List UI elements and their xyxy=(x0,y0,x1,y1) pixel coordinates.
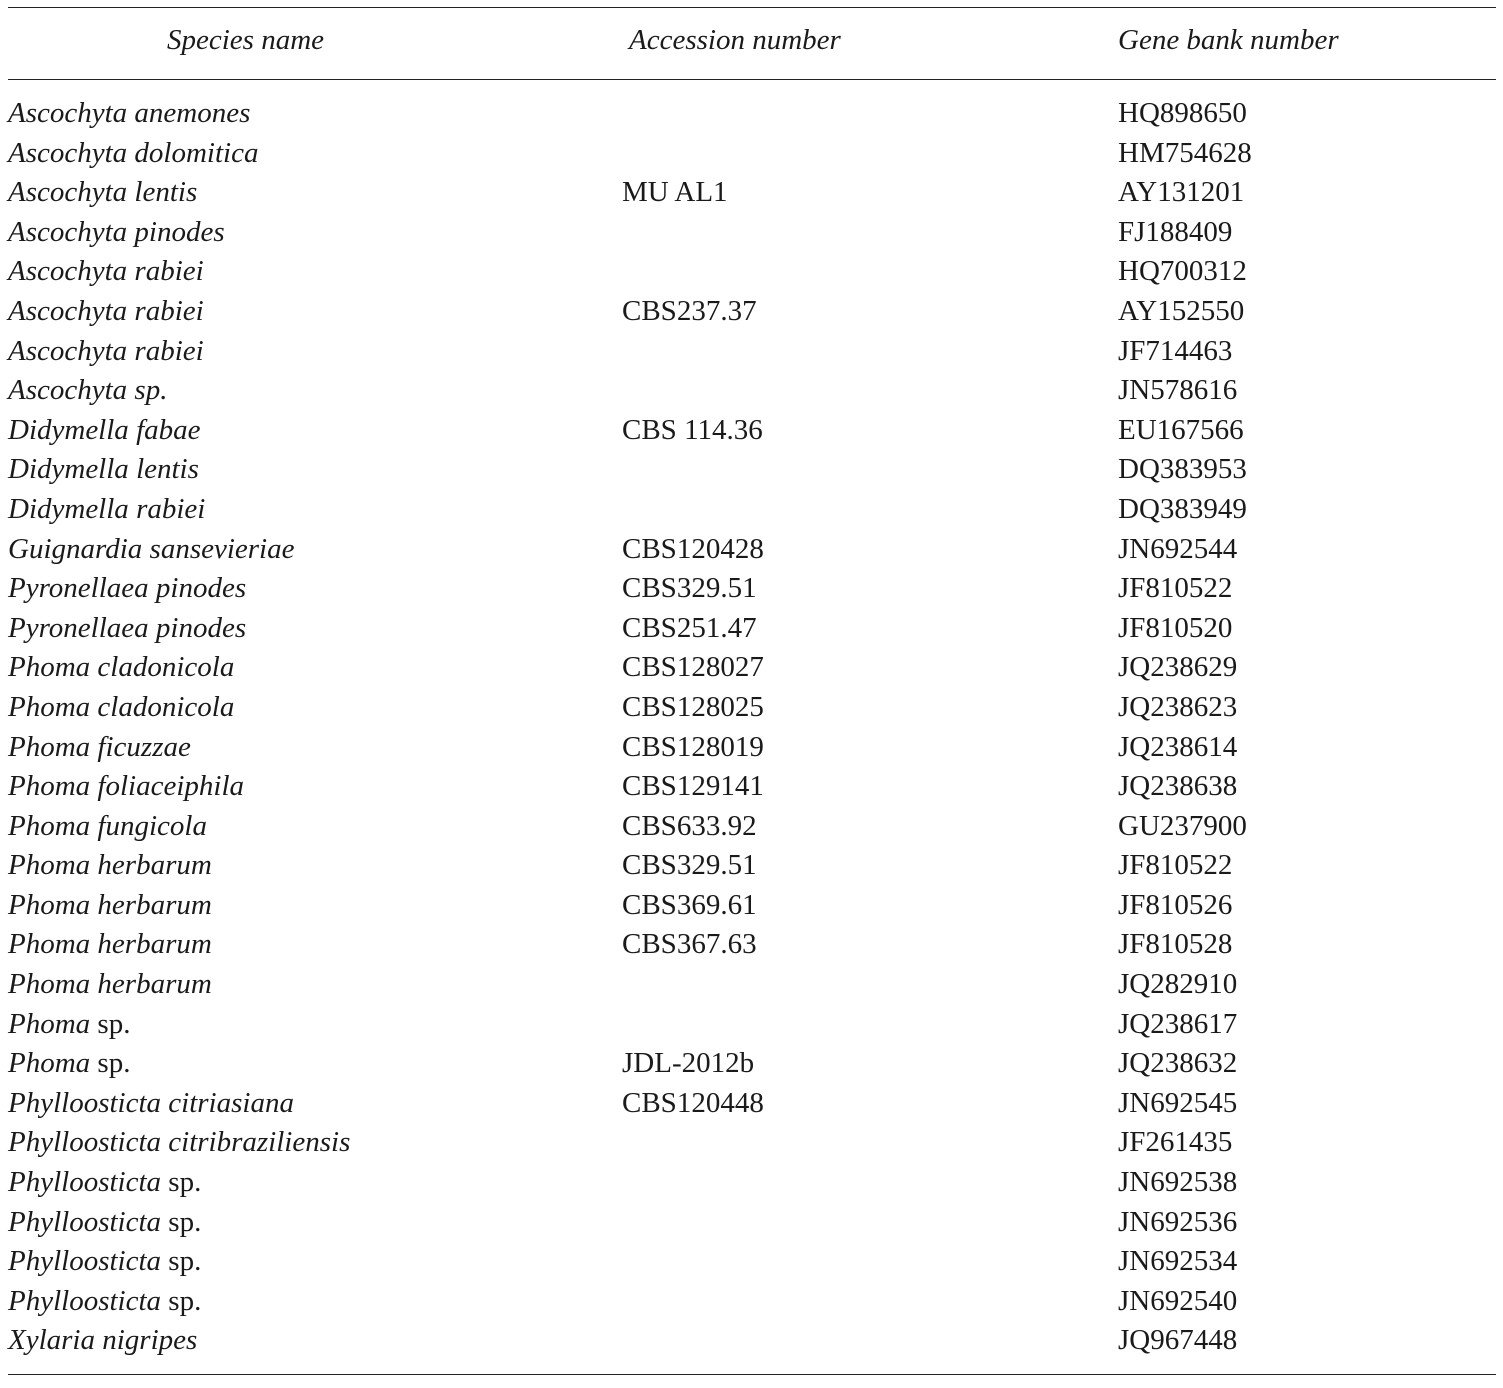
species-name-cell xyxy=(8,255,204,288)
header-accession-number: Accession number xyxy=(629,24,841,56)
table-row xyxy=(8,491,1496,531)
gene-bank-number-cell: JN692540 xyxy=(1118,1284,1238,1317)
species-name-cell xyxy=(8,1166,201,1199)
accession-number-cell: CBS128025 xyxy=(622,690,764,723)
gene-bank-number-cell: JN692545 xyxy=(1118,1086,1238,1119)
genus-text: Phoma xyxy=(8,809,91,842)
accession-number-cell: CBS128027 xyxy=(622,651,764,684)
suffix-text: sp. xyxy=(168,1245,202,1278)
genus-text: Didymella xyxy=(8,492,129,525)
genus-text: Phoma xyxy=(8,730,91,763)
species-name-cell xyxy=(8,612,246,645)
species-name-cell xyxy=(8,216,225,249)
epithet-text: anemones xyxy=(134,97,251,129)
table-row xyxy=(8,95,1496,135)
accession-number-cell: CBS 114.36 xyxy=(622,413,763,446)
accession-number-cell: CBS120448 xyxy=(622,1086,764,1119)
table-row xyxy=(8,768,1496,808)
header-species-name: Species name xyxy=(167,24,325,56)
genus-text: Pyronellaea xyxy=(8,572,149,605)
genus-text: Phoma xyxy=(8,1007,91,1040)
table-header xyxy=(8,8,1496,79)
table-row xyxy=(8,649,1496,689)
species-name-cell xyxy=(8,1206,201,1239)
table-row xyxy=(8,610,1496,650)
gene-bank-number-cell: JN692534 xyxy=(1118,1245,1238,1278)
suffix-text: sp. xyxy=(97,1047,131,1080)
genus-text: Phylloosticta xyxy=(8,1086,162,1119)
genus-text: Pyronellaea xyxy=(8,611,149,644)
genus-text: Didymella xyxy=(8,413,129,446)
suffix-text: sp. xyxy=(97,1007,131,1040)
gene-bank-number-cell: JQ238638 xyxy=(1118,770,1238,803)
table-row xyxy=(8,293,1496,333)
table-row xyxy=(8,1045,1496,1085)
epithet-text: herbarum xyxy=(97,928,212,961)
species-name-cell xyxy=(8,97,250,130)
table-row xyxy=(8,1085,1496,1125)
gene-bank-number-cell: JQ967448 xyxy=(1118,1324,1238,1357)
table-row xyxy=(8,531,1496,571)
gene-bank-number-cell: HQ700312 xyxy=(1118,255,1247,288)
gene-bank-number-cell: EU167566 xyxy=(1118,413,1244,446)
genus-text: Phoma xyxy=(8,849,91,882)
genus-text: Ascochyta xyxy=(8,255,128,288)
genus-text: Phoma xyxy=(8,770,91,803)
gene-bank-number-cell: AY131201 xyxy=(1118,176,1245,209)
species-name-cell xyxy=(8,1087,294,1120)
gene-bank-number-cell: JF810528 xyxy=(1118,928,1233,961)
species-name-cell xyxy=(8,572,246,605)
table-row xyxy=(8,887,1496,927)
genus-text: Phylloosticta xyxy=(8,1284,162,1317)
epithet-text: cladonicola xyxy=(97,651,235,684)
epithet-text: pinodes xyxy=(134,215,225,248)
genus-text: Phoma xyxy=(8,651,91,684)
species-name-cell xyxy=(8,137,258,170)
suffix-text: sp. xyxy=(168,1205,202,1238)
genus-text: Ascochyta xyxy=(8,97,128,129)
table-row xyxy=(8,570,1496,610)
genus-text: Ascochyta xyxy=(8,215,128,248)
epithet-text: lentis xyxy=(136,453,199,486)
table-row xyxy=(8,689,1496,729)
genus-text: Phoma xyxy=(8,690,91,723)
genus-text: Phylloosticta xyxy=(8,1205,162,1238)
gene-bank-number-cell: DQ383953 xyxy=(1118,453,1247,486)
gene-bank-number-cell: JN692536 xyxy=(1118,1205,1238,1238)
gene-bank-number-cell: JN578616 xyxy=(1118,374,1238,407)
epithet-text: herbarum xyxy=(97,968,212,1001)
table-row xyxy=(8,174,1496,214)
epithet-text: lentis xyxy=(134,176,198,209)
genus-text: Didymella xyxy=(8,453,129,486)
gene-bank-number-cell: JQ282910 xyxy=(1118,968,1238,1001)
accession-number-cell: CBS251.47 xyxy=(622,611,757,644)
epithet-text: rabiei xyxy=(134,255,204,288)
accession-number-cell: CBS329.51 xyxy=(622,849,757,882)
genus-text: Phoma xyxy=(8,928,91,961)
table-row xyxy=(8,1164,1496,1204)
epithet-text: sansevieriae xyxy=(149,532,295,565)
epithet-text: fabae xyxy=(136,413,201,446)
genus-text: Ascochyta xyxy=(8,334,128,367)
table-row xyxy=(8,1243,1496,1283)
table-row xyxy=(8,372,1496,412)
gene-bank-number-cell: JN692544 xyxy=(1118,532,1238,565)
table-row xyxy=(8,729,1496,769)
genus-text: Ascochyta xyxy=(8,176,128,209)
table-row xyxy=(8,451,1496,491)
suffix-text: sp. xyxy=(168,1284,202,1317)
gene-bank-number-cell: FJ188409 xyxy=(1118,215,1233,248)
species-name-cell xyxy=(8,493,205,526)
genus-text: Phoma xyxy=(8,968,91,1001)
table-row xyxy=(8,333,1496,373)
genus-text: Ascochyta xyxy=(8,294,128,327)
species-name-cell xyxy=(8,176,197,209)
species-table xyxy=(8,0,1496,1375)
gene-bank-number-cell: JQ238623 xyxy=(1118,690,1238,723)
gene-bank-number-cell: JF810522 xyxy=(1118,849,1233,882)
genus-text: Ascochyta xyxy=(8,136,128,169)
table-row xyxy=(8,847,1496,887)
genus-text: Ascochyta xyxy=(8,374,128,407)
species-name-cell xyxy=(8,414,201,447)
bottom-rule xyxy=(8,1374,1496,1375)
gene-bank-number-cell: JF261435 xyxy=(1118,1126,1233,1159)
species-name-cell xyxy=(8,1047,130,1080)
header-gene-bank-number: Gene bank number xyxy=(1118,24,1339,56)
species-name-cell xyxy=(8,1008,130,1041)
species-name-cell xyxy=(8,453,199,486)
species-name-cell xyxy=(8,374,167,407)
table-row xyxy=(8,135,1496,175)
species-name-cell xyxy=(8,849,212,882)
epithet-text: ficuzzae xyxy=(97,730,191,763)
gene-bank-number-cell: GU237900 xyxy=(1118,809,1247,842)
genus-text: Xylaria xyxy=(8,1324,95,1357)
table-row xyxy=(8,412,1496,452)
table-row xyxy=(8,253,1496,293)
gene-bank-number-cell: DQ383949 xyxy=(1118,492,1247,525)
accession-number-cell: CBS633.92 xyxy=(622,809,757,842)
table-row xyxy=(8,1283,1496,1323)
epithet-text: sp. xyxy=(134,374,168,407)
species-name-cell xyxy=(8,889,212,922)
epithet-text: herbarum xyxy=(97,849,212,882)
species-name-cell xyxy=(8,533,295,566)
table-row xyxy=(8,214,1496,254)
gene-bank-number-cell: JQ238614 xyxy=(1118,730,1238,763)
accession-number-cell: MU AL1 xyxy=(622,176,728,209)
gene-bank-number-cell: HM754628 xyxy=(1118,136,1252,169)
species-name-cell xyxy=(8,810,207,843)
species-name-cell xyxy=(8,1324,197,1357)
gene-bank-number-cell: JQ238632 xyxy=(1118,1047,1238,1080)
genus-text: Phylloosticta xyxy=(8,1166,162,1199)
accession-number-cell: CBS120428 xyxy=(622,532,764,565)
species-name-cell xyxy=(8,335,204,368)
epithet-text: rabiei xyxy=(136,492,206,525)
genus-text: Phylloosticta xyxy=(8,1126,162,1159)
epithet-text: dolomitica xyxy=(134,136,259,169)
accession-number-cell: CBS129141 xyxy=(622,770,764,803)
species-name-cell xyxy=(8,295,204,328)
genus-text: Phylloosticta xyxy=(8,1245,162,1278)
species-name-cell xyxy=(8,691,234,724)
table-body xyxy=(8,80,1496,1374)
species-name-cell xyxy=(8,1126,350,1159)
species-name-cell xyxy=(8,651,234,684)
species-name-cell xyxy=(8,928,212,961)
species-name-cell xyxy=(8,1285,201,1318)
epithet-text: foliaceiphila xyxy=(97,770,245,803)
table-row xyxy=(8,808,1496,848)
gene-bank-number-cell: JF810522 xyxy=(1118,572,1233,605)
gene-bank-number-cell: JF810520 xyxy=(1118,611,1233,644)
epithet-text: pinodes xyxy=(155,572,247,605)
genus-text: Phoma xyxy=(8,1047,91,1080)
epithet-text: rabiei xyxy=(134,334,204,367)
table-row xyxy=(8,1006,1496,1046)
gene-bank-number-cell: JN692538 xyxy=(1118,1166,1238,1199)
epithet-text: citriasiana xyxy=(168,1086,294,1119)
gene-bank-number-cell: HQ898650 xyxy=(1118,97,1247,129)
accession-number-cell: CBS128019 xyxy=(622,730,764,763)
epithet-text: pinodes xyxy=(155,611,247,644)
epithet-text: rabiei xyxy=(134,294,204,327)
species-name-cell xyxy=(8,770,244,803)
accession-number-cell: CBS329.51 xyxy=(622,572,757,605)
table-row xyxy=(8,1322,1496,1362)
accession-number-cell: CBS237.37 xyxy=(622,294,757,327)
species-name-cell xyxy=(8,1245,201,1278)
genus-text: Guignardia xyxy=(8,532,143,565)
epithet-text: citribraziliensis xyxy=(168,1126,351,1159)
epithet-text: herbarum xyxy=(97,888,212,921)
epithet-text: nigripes xyxy=(102,1324,198,1357)
species-name-cell xyxy=(8,968,212,1001)
table-row xyxy=(8,1124,1496,1164)
table-row xyxy=(8,926,1496,966)
table-row xyxy=(8,966,1496,1006)
species-name-cell xyxy=(8,731,191,764)
suffix-text: sp. xyxy=(168,1166,202,1199)
epithet-text: cladonicola xyxy=(97,690,235,723)
genus-text: Phoma xyxy=(8,888,91,921)
gene-bank-number-cell: JQ238629 xyxy=(1118,651,1238,684)
accession-number-cell: JDL-2012b xyxy=(622,1047,755,1080)
gene-bank-number-cell: JF810526 xyxy=(1118,888,1233,921)
epithet-text: fungicola xyxy=(97,809,207,842)
gene-bank-number-cell: JQ238617 xyxy=(1118,1007,1238,1040)
gene-bank-number-cell: AY152550 xyxy=(1118,294,1245,327)
gene-bank-number-cell: JF714463 xyxy=(1118,334,1233,367)
table-row xyxy=(8,1204,1496,1244)
accession-number-cell: CBS367.63 xyxy=(622,928,757,961)
accession-number-cell: CBS369.61 xyxy=(622,888,757,921)
